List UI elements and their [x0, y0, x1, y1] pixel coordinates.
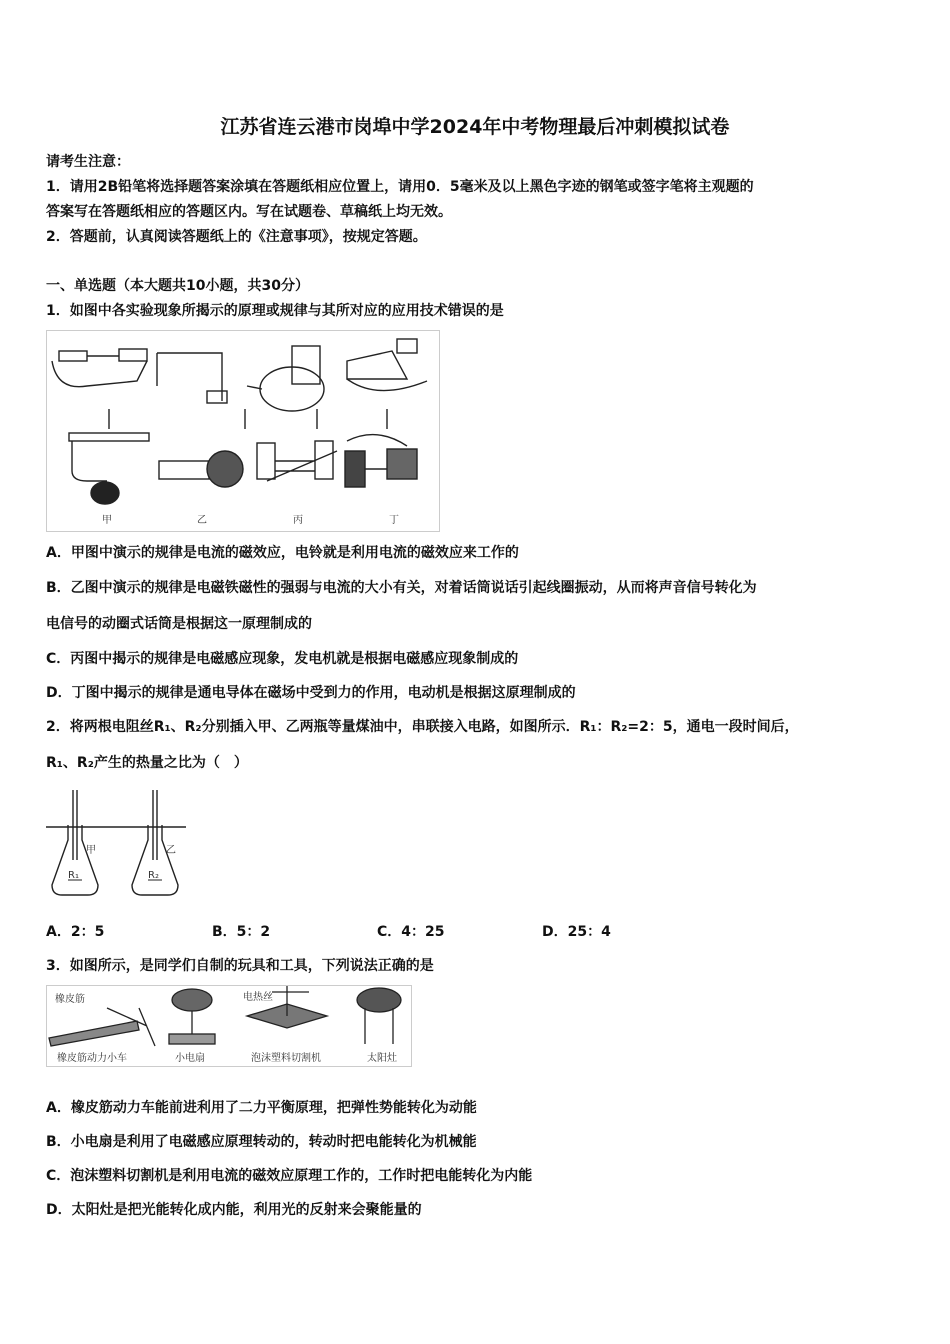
q3-stem: 3．如图所示，是同学们自制的玩具和工具，下列说法正确的是: [46, 958, 434, 974]
q2-resistor-r1: R₁: [68, 870, 79, 881]
q2-figure: [46, 785, 186, 900]
q2-stem-line2: R₁、R₂产生的热量之比为（ ）: [46, 755, 248, 771]
q2-option-b: B．5：2: [212, 924, 271, 940]
q1-label-yi: 乙: [197, 515, 207, 526]
q2-flask-label-yi: 乙: [166, 845, 176, 856]
q1-stem: 1．如图中各实验现象所揭示的原理或规律与其所对应的应用技术错误的是: [46, 303, 504, 319]
q3-option-b: B．小电扇是利用了电磁感应原理转动的，转动时把电能转化为机械能: [46, 1134, 477, 1150]
q3-figure: [46, 985, 412, 1067]
q2-option-a: A．2：5: [46, 924, 105, 940]
q1-label-bing: 丙: [293, 515, 303, 526]
q3-label-cutter: 泡沫塑料切割机: [251, 1053, 321, 1064]
q1-label-jia: 甲: [102, 515, 112, 526]
notice-line-1: 1．请用2B铅笔将选择题答案涂填在答题纸相应位置上，请用0．5毫米及以上黑色字迹的钢笔或签字笔将主观题的: [46, 179, 754, 195]
q3-option-a: A．橡皮筋动力车能前进利用了二力平衡原理，把弹性势能转化为动能: [46, 1100, 477, 1116]
notice-heading: 请考生注意：: [46, 154, 130, 170]
notice-line-1b: 答案写在答题纸相应的答题区内。写在试题卷、草稿纸上均无效。: [46, 204, 452, 220]
q1-label-ding: 丁: [389, 515, 399, 526]
q1-figure: [46, 330, 440, 532]
q3-label-solar-cooker: 太阳灶: [367, 1053, 397, 1064]
q3-label-rubber-band: 橡皮筋: [55, 994, 85, 1005]
q3-label-fan: 小电扇: [175, 1053, 205, 1064]
q3-label-heating-wire: 电热丝: [243, 992, 273, 1003]
q3-option-c: C．泡沫塑料切割机是利用电流的磁效应原理工作的，工作时把电能转化为内能: [46, 1168, 533, 1184]
q2-stem-line1: 2．将两根电阻丝R₁、R₂分别插入甲、乙两瓶等量煤油中，串联接入电路，如图所示．R₁：R₂=2：5，通电一段时间后，: [46, 719, 799, 735]
q3-option-d: D．太阳灶是把光能转化成内能，利用光的反射来会聚能量的: [46, 1202, 422, 1218]
notice-line-2: 2．答题前，认真阅读答题纸上的《注意事项》，按规定答题。: [46, 229, 427, 245]
page-title: 江苏省连云港市岗埠中学2024年中考物理最后冲刺模拟试卷: [220, 116, 730, 138]
section-heading: 一、单选题（本大题共10小题，共30分）: [46, 278, 309, 294]
q1-option-d: D．丁图中揭示的规律是通电导体在磁场中受到力的作用，电动机是根据这原理制成的: [46, 685, 576, 701]
q1-option-a: A．甲图中演示的规律是电流的磁效应，电铃就是利用电流的磁效应来工作的: [46, 545, 519, 561]
q3-label-car: 橡皮筋动力小车: [57, 1053, 127, 1064]
q1-option-b-line1: B．乙图中演示的规律是电磁铁磁性的强弱与电流的大小有关，对着话筒说话引起线圈振动，从而将声音信号转化为: [46, 580, 757, 596]
q2-resistor-r2: R₂: [148, 870, 159, 881]
q2-flask-label-jia: 甲: [86, 845, 96, 856]
q1-option-c: C．丙图中揭示的规律是电磁感应现象，发电机就是根据电磁感应现象制成的: [46, 651, 519, 667]
q2-option-c: C．4：25: [377, 924, 445, 940]
q1-option-b-line2: 电信号的动圈式话筒是根据这一原理制成的: [46, 616, 312, 632]
q2-option-d: D．25：4: [542, 924, 611, 940]
